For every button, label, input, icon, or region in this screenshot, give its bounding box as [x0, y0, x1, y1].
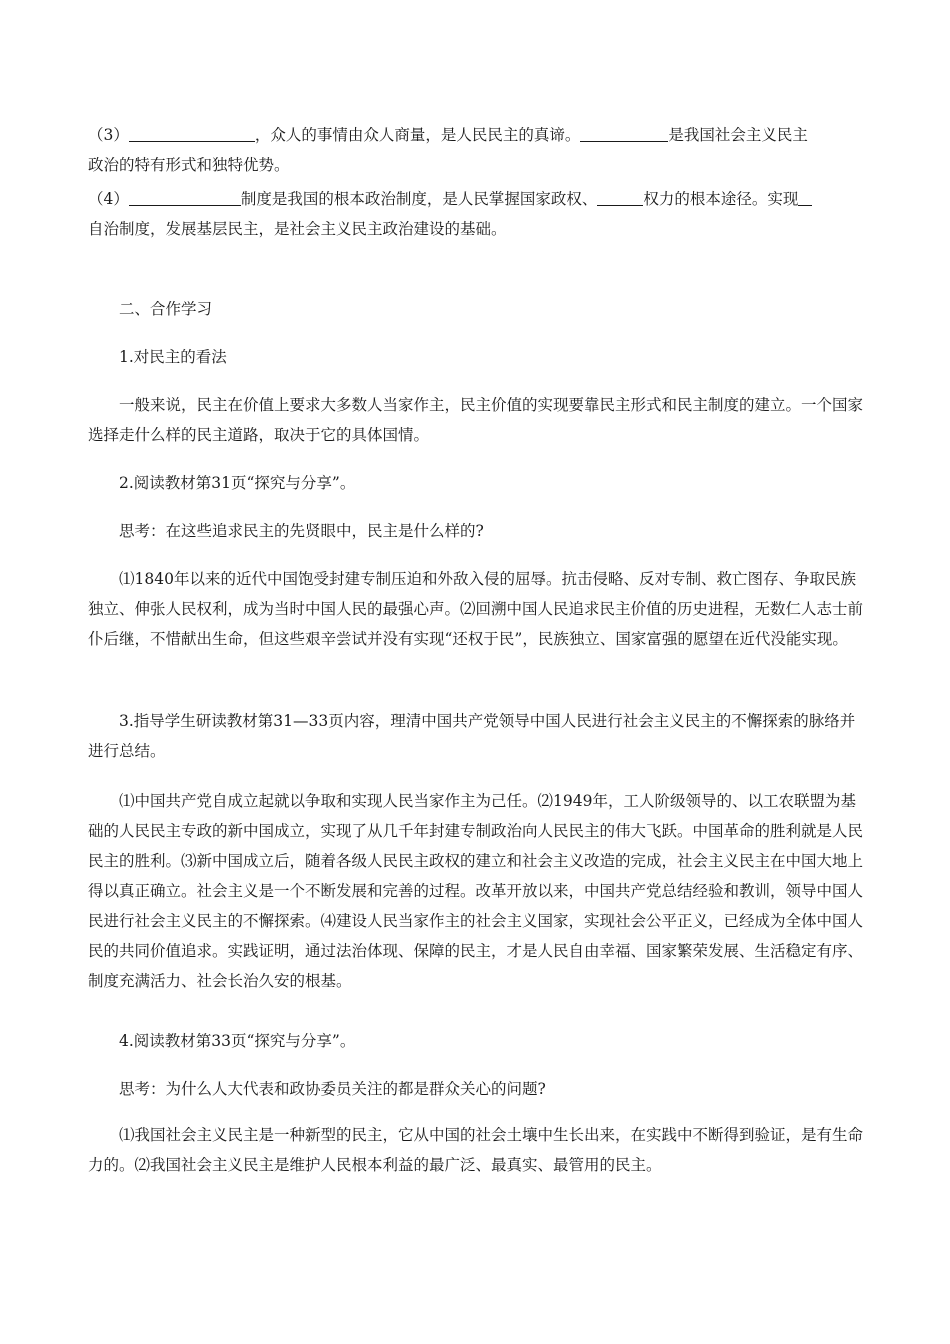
item-3-line-2: 政治的特有形式和独特优势。 — [88, 156, 290, 174]
question-4-answer: ⑴我国社会主义民主是一种新型的民主，它从中国的社会土壤中生长出来，在实践中不断得到验证，是有生命力的。⑵我国社会主义民主是维护人民根本利益的最广泛、最真实、最管用的民主。 — [88, 1126, 864, 1174]
item-4-number: （4） — [88, 190, 129, 208]
question-2-think: 思考：在这些追求民主的先贤眼中，民主是什么样的? — [119, 522, 484, 540]
question-3-answer: ⑴中国共产党自成立起就以争取和实现人民当家作主为己任。⑵1949年，工人阶级领导的、以工农联盟为基础的人民民主专政的新中国成立，实现了从几千年封建专制政治向人民民主的伟大飞跃。中国革命的胜利就是人民民主的胜利。⑶新中国成立后，随着各级人民民主政权的建立和社会主义改造的完成，社会主义民主在中国大地上得以真正确立。社会主义是一个不断发展和完善的过程。改革开放以来，中国共产党总结经验和教训，领导中国人民进行社会主义民主的不懈探索。⑷建设人民当家作主的社会主义国家，实现社会公平正义，已经成为全体中国人民的共同价值追求。实践证明，通过法治体现、保障的民主，才是人民自由幸福、国家繁荣发展、生活稳定有序、制度充满活力、社会长治久安的根基。 — [88, 792, 864, 990]
question-3-title: 3.指导学生研读教材第31—33页内容，理清中国共产党领导中国人民进行社会主义民主的不懈探索的脉络并进行总结。 — [88, 712, 856, 760]
item-4-blank-3[interactable] — [798, 187, 812, 206]
item-3-number: （3） — [88, 126, 129, 144]
item-4-text-2: 权力的根本途径。实现 — [643, 190, 799, 208]
item-4-line-2: 自治制度，发展基层民主，是社会主义民主政治建设的基础。 — [88, 220, 507, 238]
fill-in-item-4 — [88, 184, 868, 244]
question-1-body: 一般来说，民主在价值上要求大多数人当家作主，民主价值的实现要靠民主形式和民主制度的建立。一个国家选择走什么样的民主道路，取决于它的具体国情。 — [88, 396, 864, 444]
question-1-title: 1.对民主的看法 — [119, 348, 227, 366]
item-3-text-1: ，众人的事情由众人商量，是人民民主的真谛。 — [254, 126, 581, 144]
item-4-text-1: 制度是我国的根本政治制度，是人民掌握国家政权、 — [240, 190, 598, 208]
section-heading: 二、合作学习 — [119, 300, 213, 318]
item-3-blank-1[interactable] — [129, 123, 255, 142]
item-3-text-2: 是我国社会主义民主 — [668, 126, 808, 144]
question-4-title: 4.阅读教材第33页“探究与分享”。 — [119, 1032, 356, 1050]
item-3-blank-2[interactable] — [580, 123, 668, 142]
item-4-blank-1[interactable] — [129, 187, 241, 206]
fill-in-item-3 — [88, 120, 868, 180]
question-4-think: 思考：为什么人大代表和政协委员关注的都是群众关心的问题? — [119, 1080, 546, 1098]
item-4-blank-2[interactable] — [597, 187, 643, 206]
question-2-title: 2.阅读教材第31页“探究与分享”。 — [119, 474, 356, 492]
question-2-answer: ⑴1840年以来的近代中国饱受封建专制压迫和外敌入侵的屈辱。抗击侵略、反对专制、救亡图存、争取民族独立、伸张人民权利，成为当时中国人民的最强心声。⑵回溯中国人民追求民主价值的历史进程，无数仁人志士前仆后继，不惜献出生命，但这些艰辛尝试并没有实现“还权于民”，民族独立、国家富强的愿望在近代没能实现。 — [88, 570, 864, 648]
